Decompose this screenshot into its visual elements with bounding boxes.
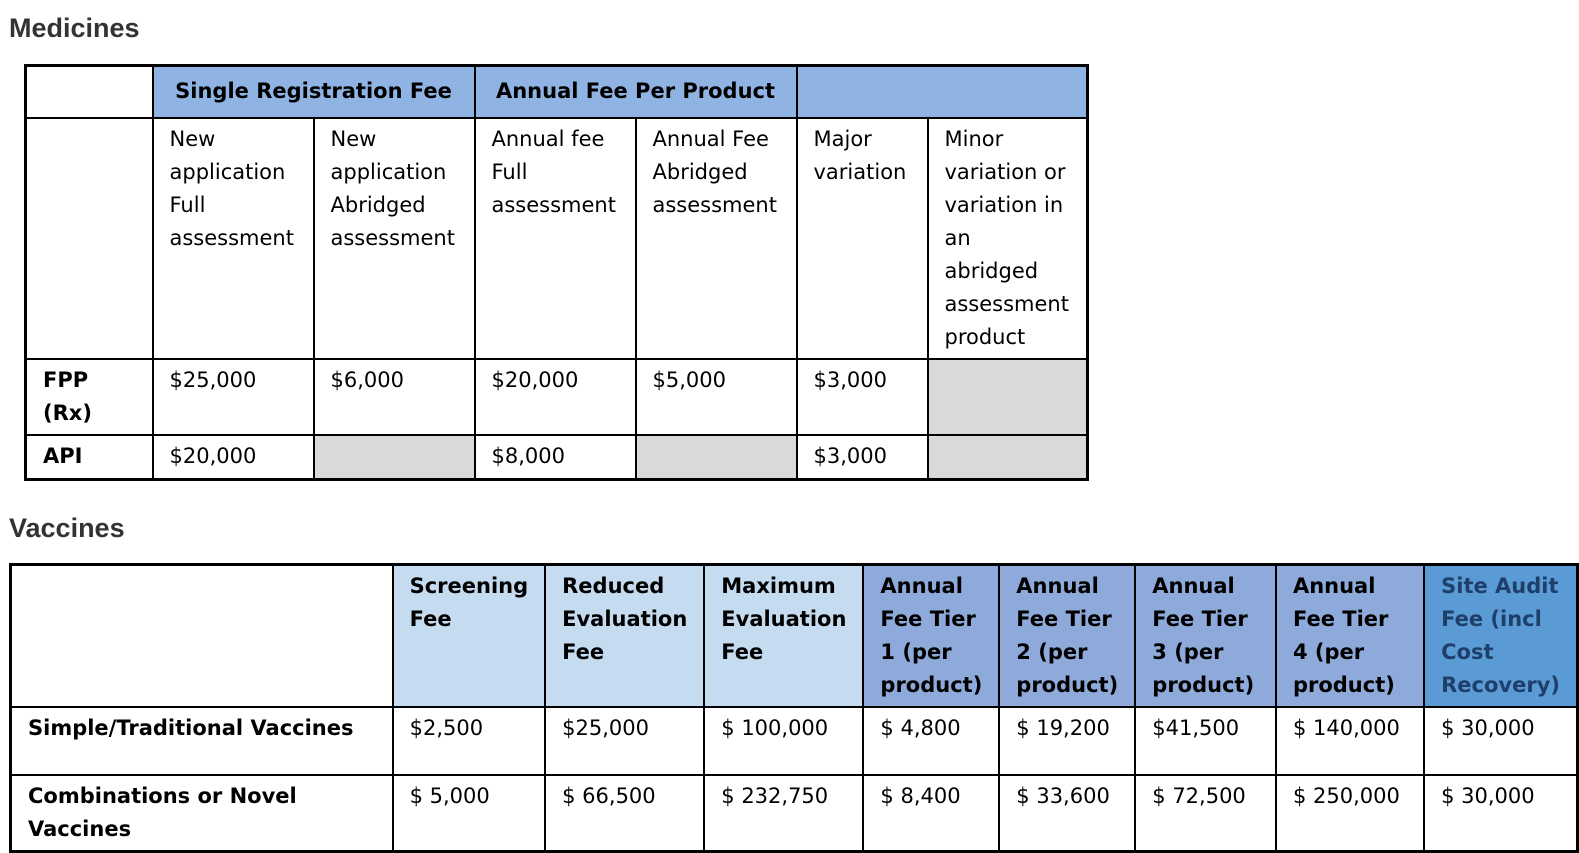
row-label-api: API — [26, 435, 153, 480]
header-reduced-evaluation-fee: Reduced Evaluation Fee — [545, 565, 704, 708]
table-row — [26, 359, 1088, 435]
medicines-subheader-row — [26, 118, 1088, 359]
table-cell-empty — [928, 359, 1088, 435]
table-cell: $25,000 — [545, 707, 704, 775]
subheader-annual-abridged: Annual Fee Abridged assessment — [636, 118, 797, 359]
row-label-simple-traditional: Simple/Traditional Vaccines — [11, 707, 393, 775]
table-cell: $20,000 — [475, 359, 636, 435]
table-cell: $ 72,500 — [1135, 775, 1276, 852]
header-screening-fee: Screening Fee — [393, 565, 546, 708]
table-cell-empty — [314, 435, 475, 480]
table-cell: $ 4,800 — [863, 707, 999, 775]
vaccines-title: Vaccines — [9, 513, 125, 543]
table-cell: $ 8,400 — [863, 775, 999, 852]
table-cell-empty — [928, 435, 1088, 480]
table-cell: $41,500 — [1135, 707, 1276, 775]
header-annual-fee-tier-4: Annual Fee Tier 4 (per product) — [1276, 565, 1424, 708]
subheader-annual-full: Annual fee Full assessment — [475, 118, 636, 359]
table-cell: $ 140,000 — [1276, 707, 1424, 775]
table-cell: $ 232,750 — [704, 775, 863, 852]
header-annual-fee-tier-1: Annual Fee Tier 1 (per product) — [863, 565, 999, 708]
medicines-group-header-row — [26, 66, 1088, 118]
subheader-new-full: New application Full assessment — [153, 118, 314, 359]
group-header-annual-fee: Annual Fee Per Product — [475, 66, 797, 118]
table-cell: $3,000 — [797, 435, 928, 480]
table-cell: $ 250,000 — [1276, 775, 1424, 852]
vaccines-table — [9, 563, 1579, 853]
medicines-subheader-blank — [26, 118, 153, 359]
table-row — [11, 775, 1578, 852]
medicines-table — [24, 64, 1089, 481]
header-annual-fee-tier-3: Annual Fee Tier 3 (per product) — [1135, 565, 1276, 708]
table-cell: $ 100,000 — [704, 707, 863, 775]
table-cell: $ 19,200 — [999, 707, 1135, 775]
vaccines-header-row — [11, 565, 1578, 708]
table-cell: $ 33,600 — [999, 775, 1135, 852]
table-cell: $2,500 — [393, 707, 546, 775]
table-cell-empty — [636, 435, 797, 480]
subheader-new-abridged: New application Abridged assessment — [314, 118, 475, 359]
medicines-corner-cell — [26, 66, 153, 118]
table-cell: $8,000 — [475, 435, 636, 480]
subheader-major-variation: Major variation — [797, 118, 928, 359]
group-header-single-registration: Single Registration Fee — [153, 66, 475, 118]
subheader-minor-variation: Minor variation or variation in an abridged assessment product — [928, 118, 1088, 359]
vaccines-corner-cell — [11, 565, 393, 708]
group-header-variations — [797, 66, 1088, 118]
table-row — [26, 435, 1088, 480]
row-label-fpp: FPP (Rx) — [26, 359, 153, 435]
table-cell: $6,000 — [314, 359, 475, 435]
table-cell: $ 66,500 — [545, 775, 704, 852]
table-cell: $3,000 — [797, 359, 928, 435]
row-label-combinations-novel: Combinations or Novel Vaccines — [11, 775, 393, 852]
table-cell: $ 30,000 — [1424, 775, 1577, 852]
header-annual-fee-tier-2: Annual Fee Tier 2 (per product) — [999, 565, 1135, 708]
header-site-audit-fee: Site Audit Fee (incl Cost Recovery) — [1424, 565, 1577, 708]
header-maximum-evaluation-fee: Maximum Evaluation Fee — [704, 565, 863, 708]
table-row — [11, 707, 1578, 775]
table-cell: $20,000 — [153, 435, 314, 480]
table-cell: $ 30,000 — [1424, 707, 1577, 775]
medicines-title: Medicines — [9, 13, 140, 43]
table-cell: $ 5,000 — [393, 775, 546, 852]
table-cell: $25,000 — [153, 359, 314, 435]
table-cell: $5,000 — [636, 359, 797, 435]
